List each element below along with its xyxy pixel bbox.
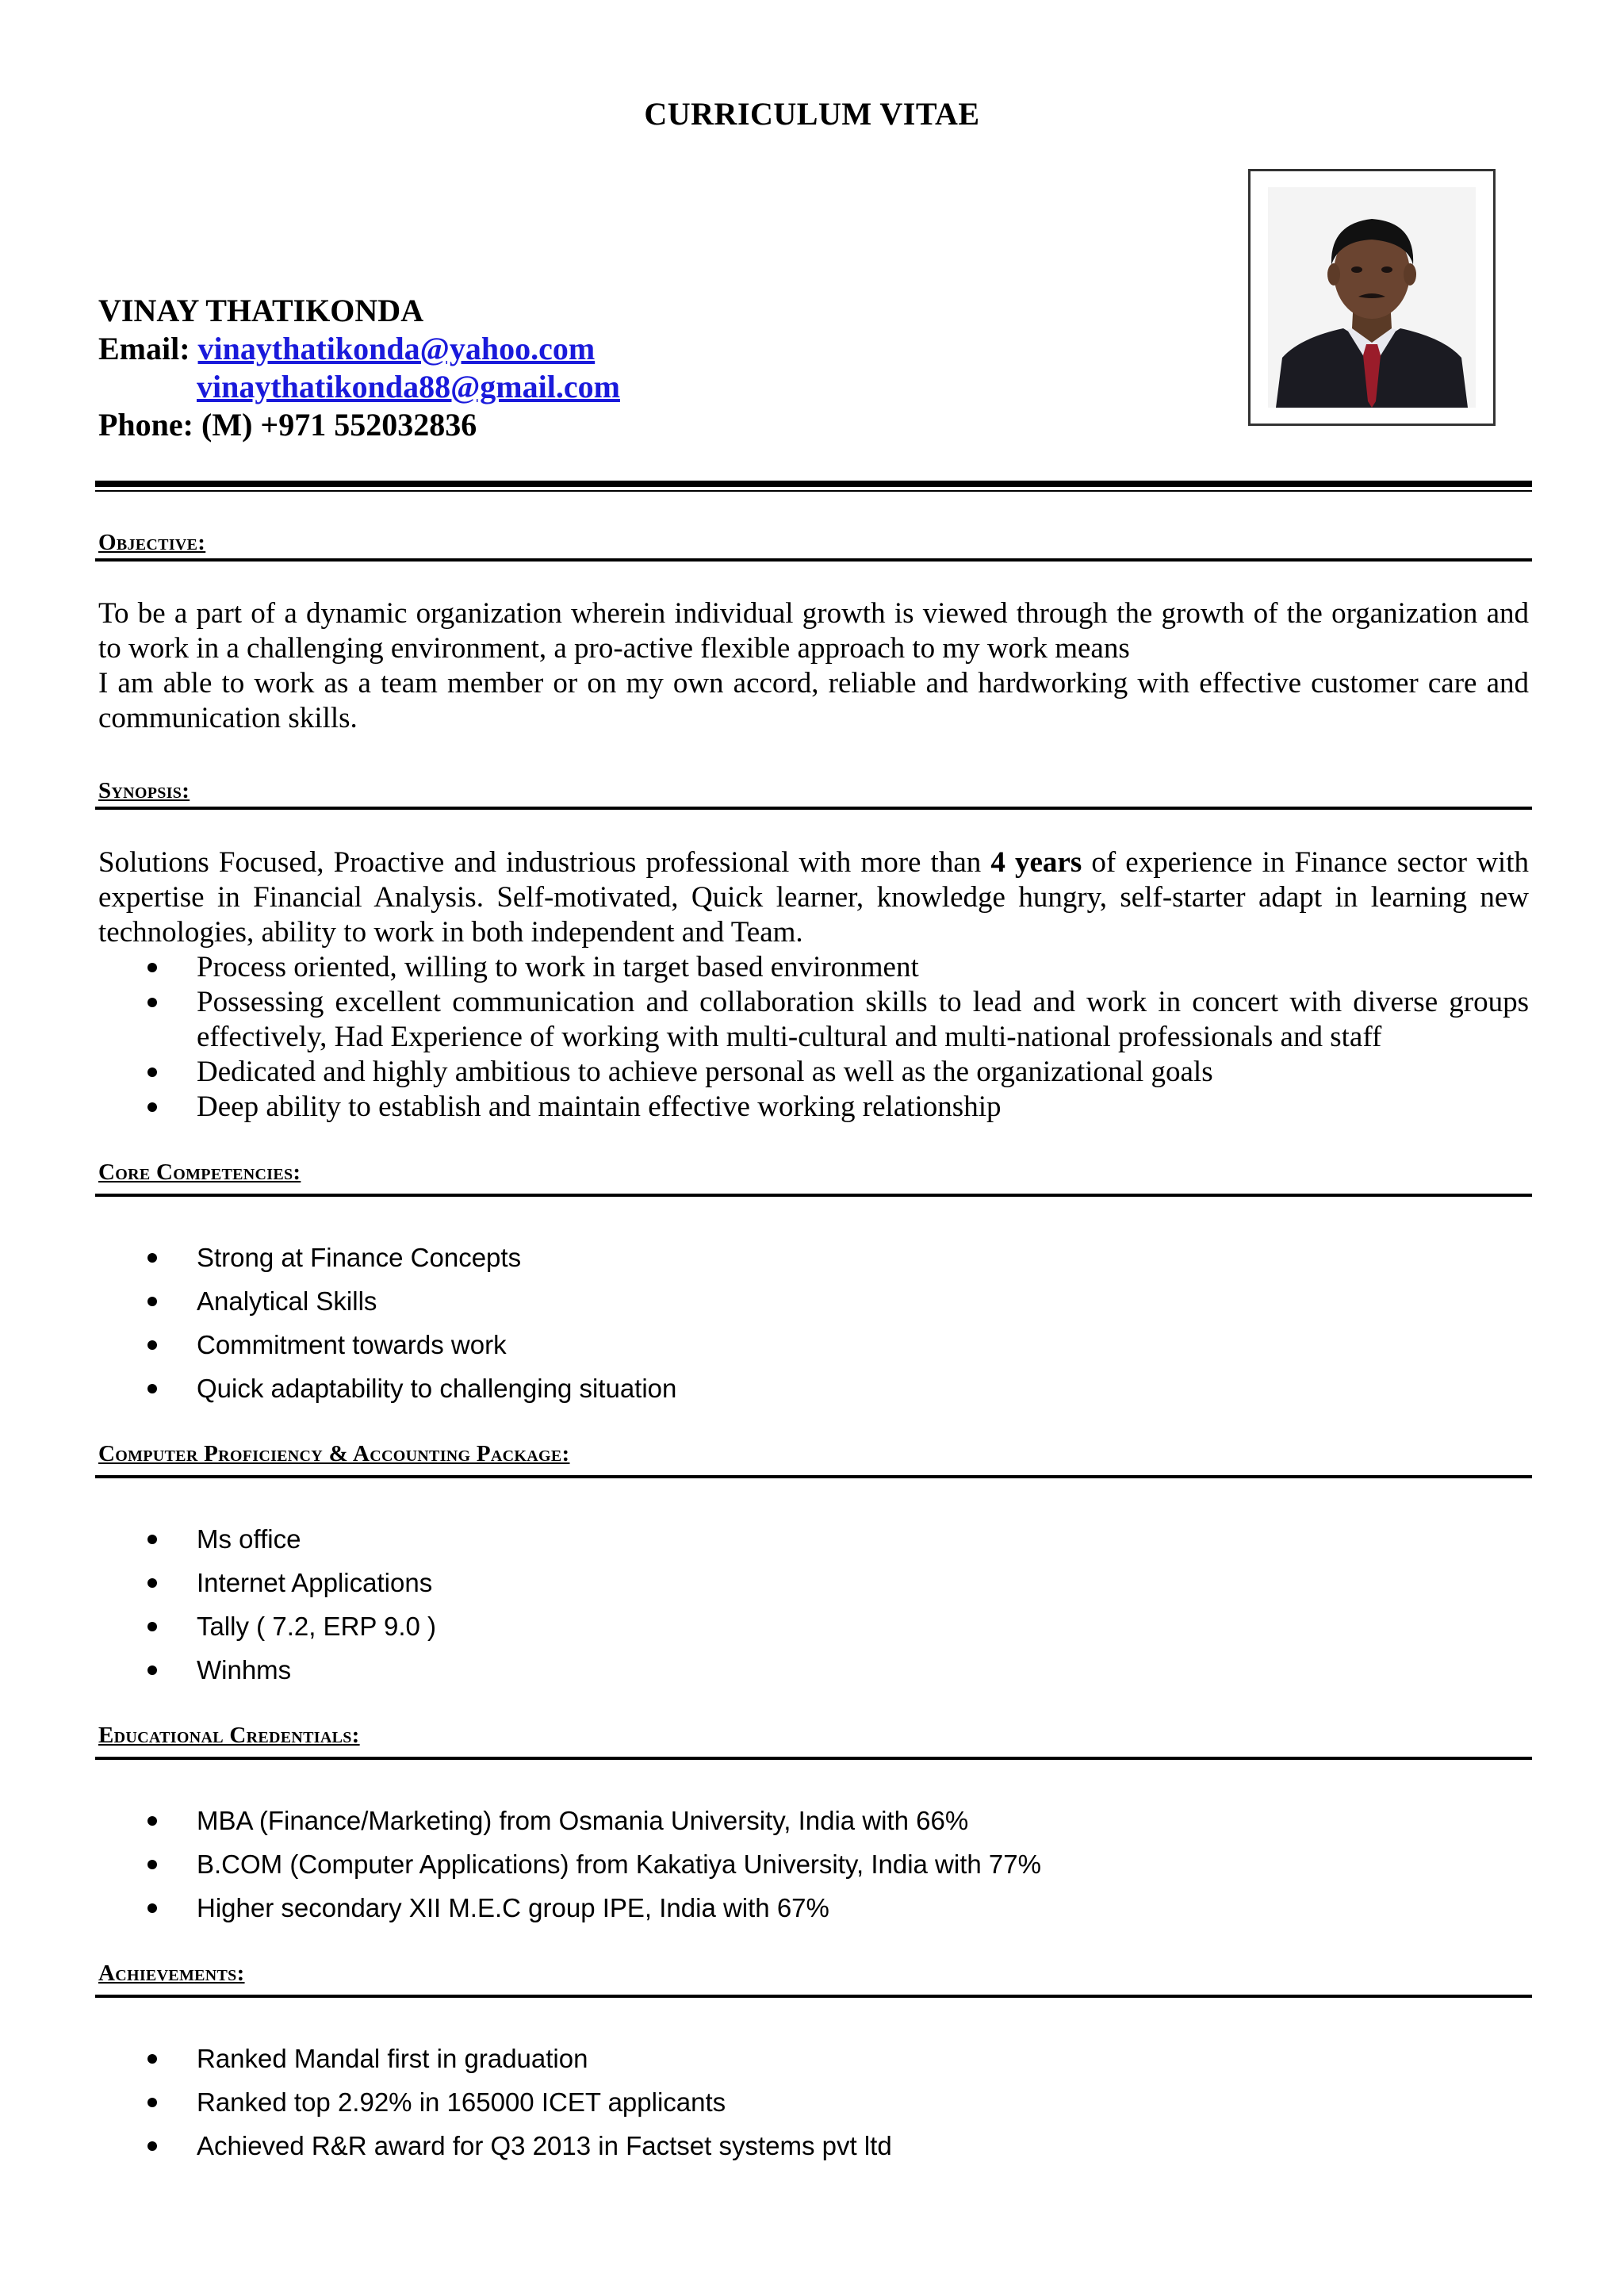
list-item-text: Deep ability to establish and maintain effective working relationship	[197, 1091, 1002, 1123]
bullet-icon	[147, 1903, 157, 1913]
email-label: Email:	[98, 331, 190, 366]
achievements-rule	[95, 1995, 1532, 1998]
list-item	[98, 1886, 1529, 1930]
achievements-list	[98, 2037, 1529, 2168]
bullet-icon	[147, 963, 157, 972]
email-primary-link[interactable]: vinaythatikonda@yahoo.com	[197, 331, 596, 366]
objective-text	[98, 596, 1529, 736]
bullet-icon	[147, 1253, 157, 1263]
document-title: CURRICULUM VITAE	[644, 96, 980, 132]
list-item-text: Ms office	[197, 1524, 301, 1554]
list-item	[98, 1323, 1529, 1366]
list-item-text: Internet Applications	[197, 1568, 433, 1597]
bullet-icon	[147, 1860, 157, 1869]
synopsis-paragraph	[98, 845, 1529, 950]
portrait-image	[1268, 187, 1476, 408]
list-item	[98, 1799, 1529, 1842]
synopsis-bullets	[98, 950, 1529, 1125]
objective-paragraph-2: I am able to work as a team member or on my own accord, reliable and hardworking with effective customer care and communication skills.	[98, 667, 1529, 734]
header-divider-thick	[95, 481, 1532, 487]
list-item	[98, 1517, 1529, 1561]
list-item-text: Achieved R&R award for Q3 2013 in Factset systems pvt ltd	[197, 2131, 892, 2160]
objective-rule	[95, 558, 1532, 562]
list-item	[98, 2080, 1529, 2124]
list-item-text: Possessing excellent communication and collaboration skills to lead and work in concert with diverse groups effectively, Had Experience of working with multi-cultural and multi-national professionals and staff	[197, 986, 1529, 1053]
list-item	[98, 1648, 1529, 1692]
list-item-text: Commitment towards work	[197, 1330, 507, 1359]
core-competencies-rule	[95, 1194, 1532, 1197]
phone-line: Phone: (M) +971 552032836	[98, 407, 477, 443]
education-rule	[95, 1757, 1532, 1760]
bullet-icon	[147, 2054, 157, 2064]
list-item	[98, 950, 1529, 985]
synopsis-years: 4 years	[990, 846, 1082, 879]
list-item-text: Ranked top 2.92% in 165000 ICET applicants	[197, 2087, 726, 2117]
bullet-icon	[147, 1665, 157, 1675]
synopsis-intro-text-a: Solutions Focused, Proactive and industrious professional with more than	[98, 846, 991, 879]
list-item	[98, 1604, 1529, 1648]
list-item	[98, 1279, 1529, 1323]
bullet-icon	[147, 2098, 157, 2107]
bullet-icon	[147, 1068, 157, 1077]
list-item	[98, 1561, 1529, 1604]
synopsis-intro	[98, 845, 1529, 950]
objective-paragraph-1: To be a part of a dynamic organization wherein individual growth is viewed through the growth of the organization and to work in a challenging environment, a pro-active flexible approach to my work means	[98, 597, 1529, 665]
list-item	[98, 1236, 1529, 1279]
list-item-text: Analytical Skills	[197, 1286, 377, 1316]
list-item-text: Quick adaptability to challenging situation	[197, 1374, 677, 1403]
synopsis-heading: Synopsis:	[98, 778, 190, 803]
list-item	[98, 1055, 1529, 1090]
list-item-text: B.COM (Computer Applications) from Kakatiya University, India with 77%	[197, 1849, 1041, 1879]
bullet-icon	[147, 1622, 157, 1631]
computer-proficiency-list	[98, 1517, 1529, 1692]
list-item-text: MBA (Finance/Marketing) from Osmania University, India with 66%	[197, 1806, 969, 1835]
education-list	[98, 1799, 1529, 1930]
candidate-name: VINAY THATIKONDA	[98, 293, 424, 328]
list-item	[98, 1090, 1529, 1125]
bullet-icon	[147, 1340, 157, 1350]
list-item-text: Dedicated and highly ambitious to achieve personal as well as the organizational goals	[197, 1056, 1213, 1088]
email-secondary-line	[98, 368, 620, 406]
core-competencies-list	[98, 1236, 1529, 1410]
list-item	[98, 1842, 1529, 1886]
bullet-icon	[147, 998, 157, 1007]
email-secondary-link[interactable]: vinaythatikonda88@gmail.com	[197, 369, 620, 404]
bullet-icon	[147, 1535, 157, 1544]
list-item-text: Higher secondary XII M.E.C group IPE, India with 67%	[197, 1893, 829, 1922]
bullet-icon	[147, 1384, 157, 1393]
list-item-text: Winhms	[197, 1655, 292, 1685]
education-heading: Educational Credentials:	[98, 1723, 360, 1748]
list-item-text: Tally ( 7.2, ERP 9.0 )	[197, 1612, 437, 1641]
bullet-icon	[147, 1102, 157, 1112]
core-competencies-heading: Core Competencies:	[98, 1159, 301, 1185]
achievements-heading: Achievements:	[98, 1961, 245, 1986]
list-item	[98, 985, 1529, 1055]
list-item-text: Strong at Finance Concepts	[197, 1243, 522, 1272]
bullet-icon	[147, 1297, 157, 1306]
synopsis-rule	[95, 807, 1532, 810]
bullet-icon	[147, 1816, 157, 1826]
contact-block	[98, 292, 620, 444]
list-item	[98, 1366, 1529, 1410]
computer-proficiency-heading: Computer Proficiency & Accounting Package:	[98, 1441, 570, 1466]
list-item	[98, 2037, 1529, 2080]
header-divider-thin	[95, 490, 1532, 492]
bullet-icon	[147, 2141, 157, 2151]
list-item-text: Ranked Mandal first in graduation	[197, 2044, 588, 2073]
email-line	[98, 330, 620, 368]
list-item	[98, 2124, 1529, 2168]
computer-proficiency-rule	[95, 1475, 1532, 1478]
profile-photo	[1248, 169, 1496, 426]
list-item-text: Process oriented, willing to work in target based environment	[197, 951, 919, 983]
synopsis-intro-text-b: of experience in Finance sector with expertise in Financial Analysis. Self-motivated, Quick learner, knowledge hungry, self-starter adapt in learning new technologies, ability to work in both independent and Team.	[98, 846, 1529, 949]
bullet-icon	[147, 1578, 157, 1588]
objective-heading: Objective:	[98, 530, 206, 555]
